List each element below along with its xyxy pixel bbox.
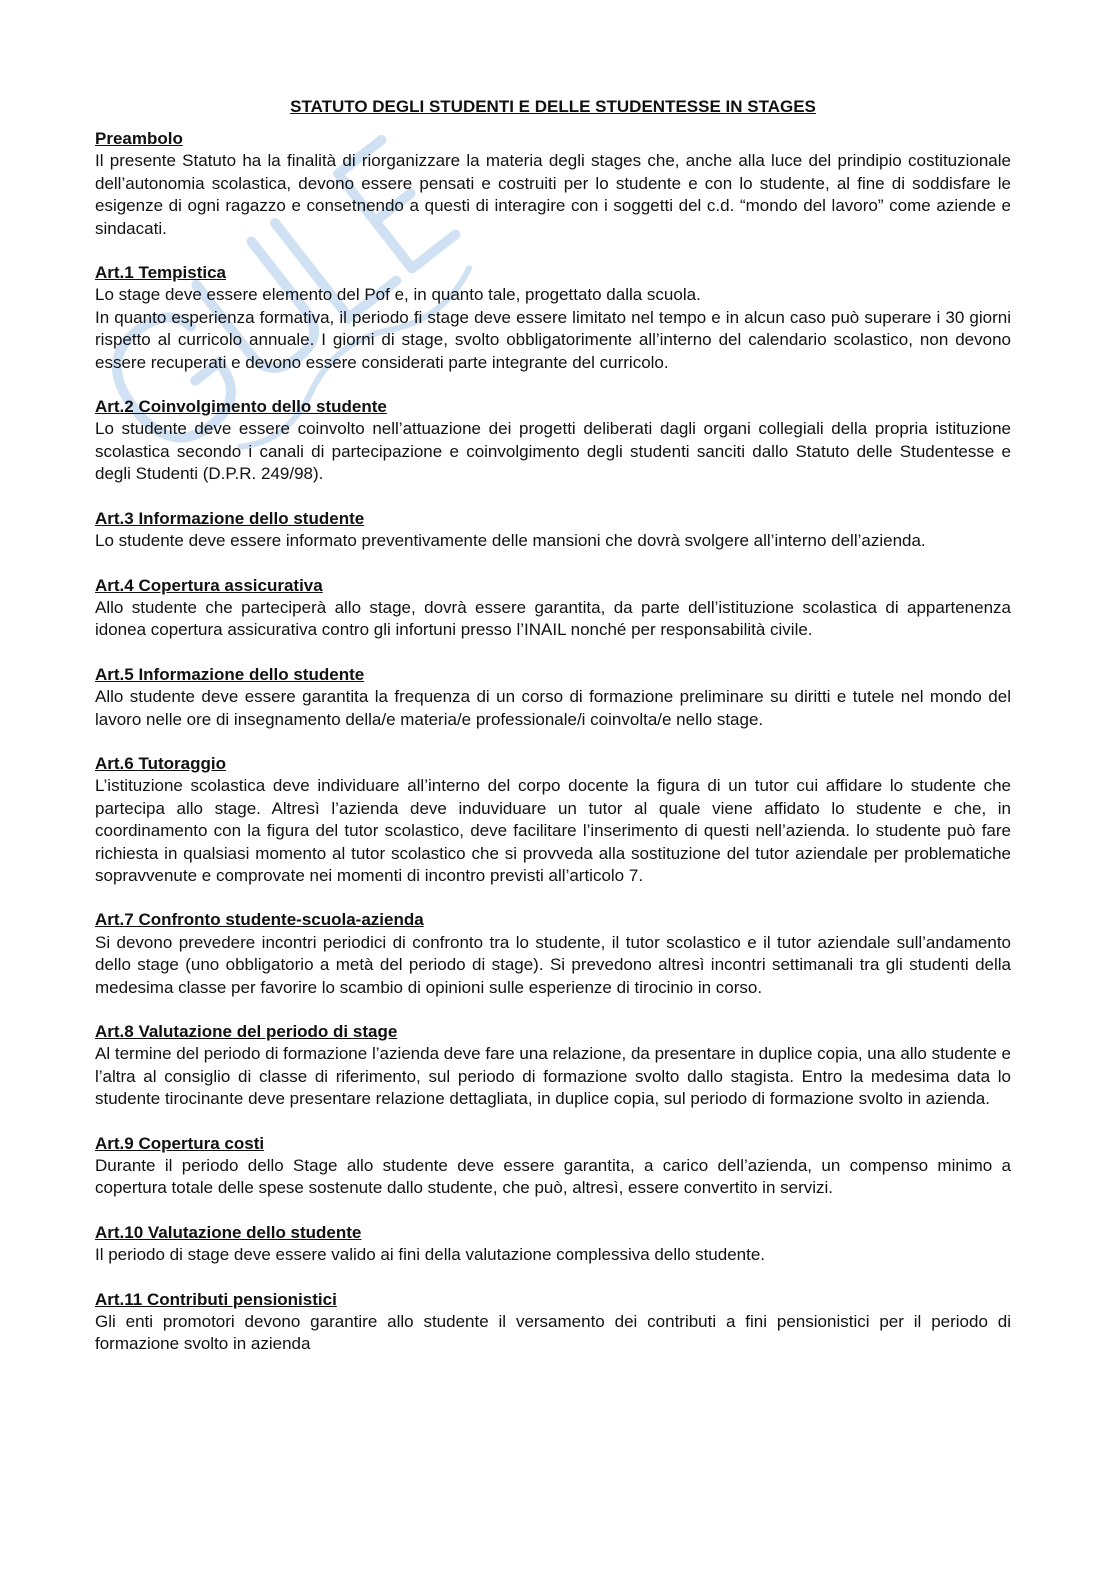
section: [95, 1222, 1011, 1267]
section-heading: Art.9 Copertura costi: [95, 1133, 265, 1153]
section: [95, 262, 1011, 374]
section-heading: Art.2 Coinvolgimento dello studente: [95, 397, 387, 417]
section: [95, 575, 1011, 642]
section-paragraph: Il presente Statuto ha la finalità di riorganizzare la materia degli stages che, anche alla luce del prindipio costituzionale dell’autonomia scolastica, devono essere pensati e costruiti per lo studente e con lo studente, al fine di soddisfare le esigenze di ogni ragazzo e consetnendo a questi di interagire con i soggetti del c.d. “mondo del lavoro” come aziende e sindacati.: [95, 151, 1011, 238]
section-paragraph: L’istituzione scolastica deve individuare all’interno del corpo docente la figura di un tutor cui affidare lo studente che partecipa allo stage. Altresì l’azienda deve induviduare un tutor al quale viene affidato lo studente e che, in coordinamento con la figura del tutor scolastico, deve facilitare l’inserimento di questi nell’azienda. lo studente può fare richiesta in qualsiasi momento al tutor scolastico che si provveda alla sostituzione del tutor aziendale per problematiche sopravvenute e comprovate nei momenti di incontro previsti all’articolo 7.: [95, 776, 1011, 885]
section-paragraph: Lo stage deve essere elemento del Pof e, in quanto tale, progettato dalla scuola.: [95, 285, 701, 305]
section-heading: Art.6 Tutoraggio: [95, 753, 226, 773]
section: [95, 909, 1011, 999]
section-paragraph: Lo studente deve essere informato preventivamente delle mansioni che dovrà svolgere all’interno dell’azienda.: [95, 531, 926, 551]
section: [95, 753, 1011, 887]
section: [95, 1289, 1011, 1356]
document-page: [95, 96, 1011, 1378]
section-heading: Art.7 Confronto studente-scuola-azienda: [95, 910, 424, 930]
section-paragraph: Al termine del periodo di formazione l’azienda deve fare una relazione, da presentare in duplice copia, una allo studente e l’altra al consiglio di classe di riferimento, sul periodo di formazione svolto dallo stagista. Entro la medesima data lo studente tirocinante deve presentare relazione dettagliata, in duplice copia, sul periodo di formazione svolto in azienda.: [95, 1044, 1011, 1109]
section-heading: Art.1 Tempistica: [95, 263, 227, 283]
section-paragraph: In quanto esperienza formativa, il periodo fi stage deve essere limitato nel tempo e in alcun caso può superare i 30 giorni rispetto al curricolo annuale. I giorni di stage, svolto obbligatorimente all’interno del calendario scolastico, non devono essere recuperati e devono essere considerati parte integrante del curricolo.: [95, 307, 1011, 372]
section-heading: Art.4 Copertura assicurativa: [95, 575, 323, 595]
section: [95, 1133, 1011, 1200]
section-paragraph: Durante il periodo dello Stage allo studente deve essere garantita, a carico dell’azienda, un compenso minimo a copertura totale delle spese sostenute dallo studente, che può, altresì, essere convertito in servizi.: [95, 1156, 1011, 1198]
document-title: STATUTO DEGLI STUDENTI E DELLE STUDENTESSE IN STAGES: [290, 97, 816, 116]
section-paragraph: Il periodo di stage deve essere valido ai fini della valutazione complessiva dello studente.: [95, 1245, 766, 1265]
section-heading: Art.8 Valutazione del periodo di stage: [95, 1022, 398, 1041]
section-heading: Preambolo: [95, 129, 183, 148]
section-heading: Art.10 Valutazione dello studente: [95, 1222, 362, 1242]
section: [95, 508, 1011, 553]
section: [95, 664, 1011, 731]
section-paragraph: Lo studente deve essere coinvolto nell’attuazione dei progetti deliberati dagli organi collegiali della propria istituzione scolastica secondo i canali di partecipazione e coinvolgimento degli studenti sanciti dallo Statuto delle Studentesse e degli Studenti (D.P.R. 249/98).: [95, 419, 1011, 484]
section-paragraph: Allo studente deve essere garantita la frequenza di un corso di formazione preliminare su diritti e tutele nel mondo del lavoro nelle ore di insegnamento della/e materia/e professionale/i coinvolta/e nello stage.: [95, 687, 1011, 729]
section: [95, 1021, 1011, 1111]
section-heading: Art.3 Informazione dello studente: [95, 508, 365, 528]
section-heading: Art.11 Contributi pensionistici: [95, 1289, 337, 1309]
section: [95, 128, 1011, 240]
section-paragraph: Si devono prevedere incontri periodici di confronto tra lo studente, il tutor scolastico e il tutor aziendale sull’andamento dello stage (uno obbligatorio a metà del periodo di stage). Si prevedono altresì incontri settimanali tra gli studenti della medesima classe per favorire lo scambio di opinioni sulle esperienze di tirocinio in corso.: [95, 932, 1011, 997]
sections-container: [95, 128, 1011, 1356]
section-paragraph: Allo studente che parteciperà allo stage, dovrà essere garantita, da parte dell’istituzione scolastica di appartenenza idonea copertura assicurativa contro gli infortuni presso l’INAIL nonché per responsabilità civile.: [95, 597, 1011, 640]
section-heading: Art.5 Informazione dello studente: [95, 664, 365, 684]
section-paragraph: Gli enti promotori devono garantire allo studente il versamento dei contributi a fini pensionistici per il periodo di formazione svolto in azienda: [95, 1312, 1011, 1354]
section: [95, 396, 1011, 486]
